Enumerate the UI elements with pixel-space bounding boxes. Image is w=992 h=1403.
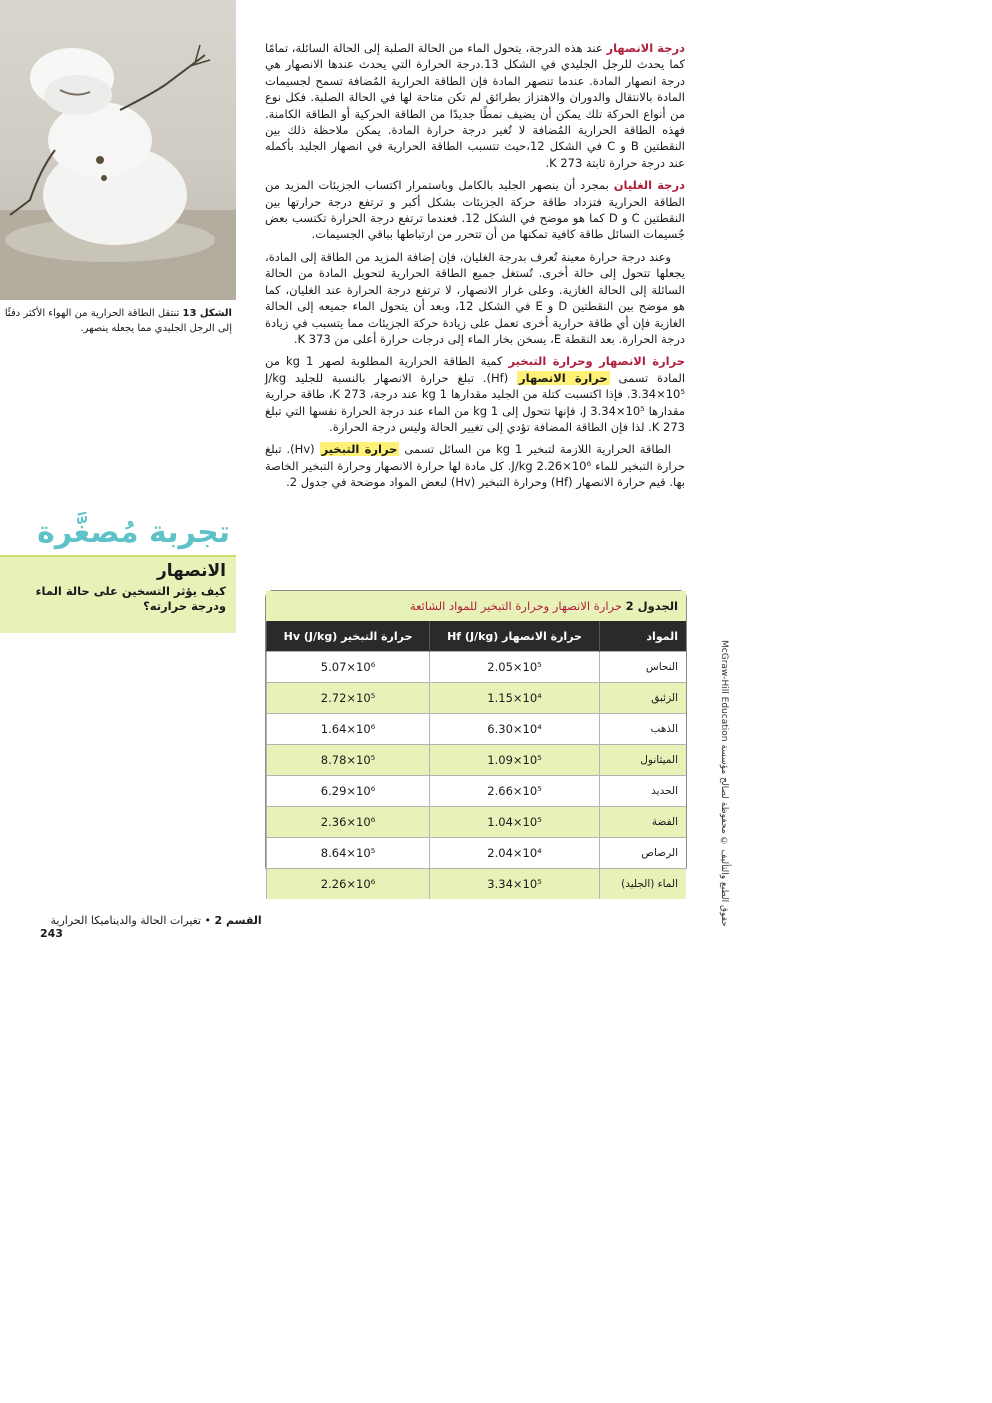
- cell-material: الزئبق: [600, 683, 687, 714]
- header-fusion: حرارة الانصهار (J/kg) Hf: [430, 621, 600, 652]
- cell-hf: 6.30×10⁴: [430, 714, 600, 745]
- table-caption: [266, 591, 686, 621]
- footer-section: القسم 2: [214, 914, 262, 927]
- table-header-row: [267, 621, 687, 652]
- figure-label: الشكل 13: [182, 308, 232, 319]
- copyright-notice: [719, 640, 729, 927]
- mini-lab-subtitle: الانصهار: [156, 561, 226, 581]
- heat-text-b: (Hf). تبلغ حرارة الانصهار بالنسبة للجليد J/kg 3.34×10⁵. فإذا اكتسبت كتلة من الجليد مقدارها kg 1 عند درجة، K 273، طاقة حرارية مقدارها J 3.34×10⁵، فإنها تتحول إلى kg 1 من الماء عند درجة الحرارة نفسها التي تبلغ K 273. لذا فإن الطاقة المضافة تؤدي إلى تغيير الحالة وليس درجة الحرارة.: [265, 370, 685, 434]
- cell-hf: 1.09×10⁵: [430, 745, 600, 776]
- table-row: [267, 714, 687, 745]
- page-footer: [40, 914, 270, 940]
- cell-hv: 6.29×10⁶: [267, 776, 430, 807]
- table-row: [267, 776, 687, 807]
- mini-lab-title: تجربة مُصغَّرة: [37, 515, 230, 550]
- copyright-rights: حقوق الطبع والتأليف © محفوظة لصالح مؤسسة: [719, 744, 729, 927]
- cell-material: الحديد: [600, 776, 687, 807]
- table-row: [267, 683, 687, 714]
- vap-text-a: الطاقة الحرارية اللازمة لتبخير kg 1 من السائل تسمى: [404, 442, 672, 457]
- vaporization-paragraph: [265, 441, 685, 490]
- boiling-text-2: وعند درجة حرارة معينة تُعرف بدرجة الغليان، فإن إضافة المزيد من الطاقة إلى المادة، يجعلها تتحول إلى حالة أخرى. تُستغل جميع الطاقة الحرارية لتحويل المادة من الحالة السائلة إلى الحالة الغازية. وعلى غرار الانصهار، لا ترتفع درجة الحرارة عند الغليان، كما هو موضح بين النقطتين D و E في الشكل 12، وبعد أن يتحول الماء جميعه إلى الحالة الغازية فإن أي طاقة حرارية أخرى تعمل على زيادة حركة الجزيئات مما يتسبب في زيادة درجة الحرارة. بعد النقطة E، يسخن بخار الماء إلى درجات حرارة أعلى من K 373.: [265, 249, 685, 346]
- mini-lab-box: [0, 555, 236, 633]
- boiling-paragraph-2: [265, 249, 685, 347]
- cell-material: الماء (الجليد): [600, 869, 687, 900]
- cell-hv: 5.07×10⁶: [267, 652, 430, 683]
- cell-hf: 3.34×10⁵: [430, 869, 600, 900]
- cell-hf: 1.15×10⁴: [430, 683, 600, 714]
- heat-heading: حرارة الانصهار وحرارة التبخير: [508, 354, 686, 369]
- heat-paragraph: [265, 353, 685, 435]
- vap-text-b: (Hv). تبلغ حرارة التبخير للماء J/kg 2.26×10⁶. كل مادة لها حرارة الانصهار وحرارة التبخير الخاصة بها. قيم حرارة الانصهار (Hf) وحرارة التبخير (Hv) لبعض المواد موضحة في جدول 2.: [265, 442, 685, 490]
- cell-material: الرصاص: [600, 838, 687, 869]
- heat-of-fusion-term: حرارة الانصهار: [519, 370, 608, 385]
- melting-heading: درجة الانصهار: [606, 41, 685, 55]
- cell-hv: 8.64×10⁵: [267, 838, 430, 869]
- table-row: [267, 807, 687, 838]
- table-row: [267, 838, 687, 869]
- figure-caption-text: تنتقل الطاقة الحرارية من الهواء الأكثر دفئًا إلى الرجل الجليدي مما يجعله ينصهر.: [4, 308, 232, 334]
- cell-hv: 2.36×10⁶: [267, 807, 430, 838]
- boiling-heading: درجة الغليان: [613, 178, 685, 193]
- table-row: [267, 652, 687, 683]
- header-material: المواد: [600, 621, 687, 652]
- cell-hv: 1.64×10⁶: [267, 714, 430, 745]
- melting-text: عند هذه الدرجة، يتحول الماء من الحالة الصلبة إلى الحالة السائلة، تمامًا كما يحدث للرجل الجليدي في الشكل 13.درجة الحرارة التي يحدث عندها الانصهار هي درجة انصهار المادة. عندما تنصهر المادة فإن الطاقة الحرارية المُضافة تسمح لجسيمات المادة بالانتقال والدوران والاهتزاز بطرائق لم تكن متاحة لها في الحالة الصلبة. فكل نوع من أنواع الحركة تلك يمكن أن يضيف نمطًا جديدًا من الطاقة الحركية أو الطاقة الكامنة. فهذه الطاقة الحرارية المُضافة لا تُغير درجة حرارة المادة. يمكن ملاحظة ذلك بين النقطتين B و C في الشكل 12،حيث تتسبب الطاقة الحرارية في انصهار الجليد بأكمله عند درجة حرارة ثابتة K 273.: [265, 41, 685, 170]
- cell-hv: 8.78×10⁵: [267, 745, 430, 776]
- heat-table: [265, 590, 687, 891]
- footer-title: تغيرات الحالة والديناميكا الحرارية: [50, 914, 202, 927]
- table-row: [267, 745, 687, 776]
- table-title: حرارة الانصهار وحرارة التبخير للمواد الشائعة: [409, 599, 622, 613]
- cell-material: النحاس: [600, 652, 687, 683]
- footer-bullet: •: [204, 914, 212, 927]
- cell-hf: 1.04×10⁵: [430, 807, 600, 838]
- table-row: [267, 869, 687, 900]
- melting-paragraph: [265, 40, 685, 171]
- header-vaporization: حرارة التبخير (J/kg) Hv: [267, 621, 430, 652]
- copyright-publisher: McGraw-Hill Education: [719, 640, 729, 742]
- boiling-text: بمجرد أن ينصهر الجليد بالكامل وباستمرار اكتساب الجزيئات المزيد من الطاقة الحرارية فتزداد طاقة حركة الجزيئات بشكل أكبر و ترتفع درجة حرارتها بين النقطتين C و D كما هو موضح في الشكل 12. فعندما ترتفع درجة الحرارة تكتسب بعض جُسيمات السائل طاقة كافية تمكنها من أن تتحرر من ارتباطها بباقي الجسيمات.: [265, 178, 685, 242]
- mini-lab-question: كيف يؤثر التسخين على حالة الماء ودرجة حرارته؟: [35, 584, 226, 613]
- heat-text-a: كمية الطاقة الحرارية المطلوبة لصهر kg 1 من المادة تسمى: [265, 354, 686, 385]
- cell-hv: 2.26×10⁶: [267, 869, 430, 900]
- main-text-column: [265, 40, 685, 497]
- cell-material: الفضة: [600, 807, 687, 838]
- cell-material: الذهب: [600, 714, 687, 745]
- cell-material: الميثانول: [600, 745, 687, 776]
- figure-caption: [4, 306, 232, 336]
- cell-hf: 2.05×10⁵: [430, 652, 600, 683]
- snowman-photo: [0, 0, 236, 300]
- heat-data-table: [266, 621, 686, 899]
- page-number: 243: [40, 927, 63, 940]
- cell-hv: 2.72×10⁵: [267, 683, 430, 714]
- cell-hf: 2.04×10⁴: [430, 838, 600, 869]
- table-label: الجدول 2: [625, 599, 678, 613]
- heat-of-vaporization-term: حرارة التبخير: [321, 442, 398, 457]
- boiling-paragraph: [265, 177, 685, 243]
- cell-hf: 2.66×10⁵: [430, 776, 600, 807]
